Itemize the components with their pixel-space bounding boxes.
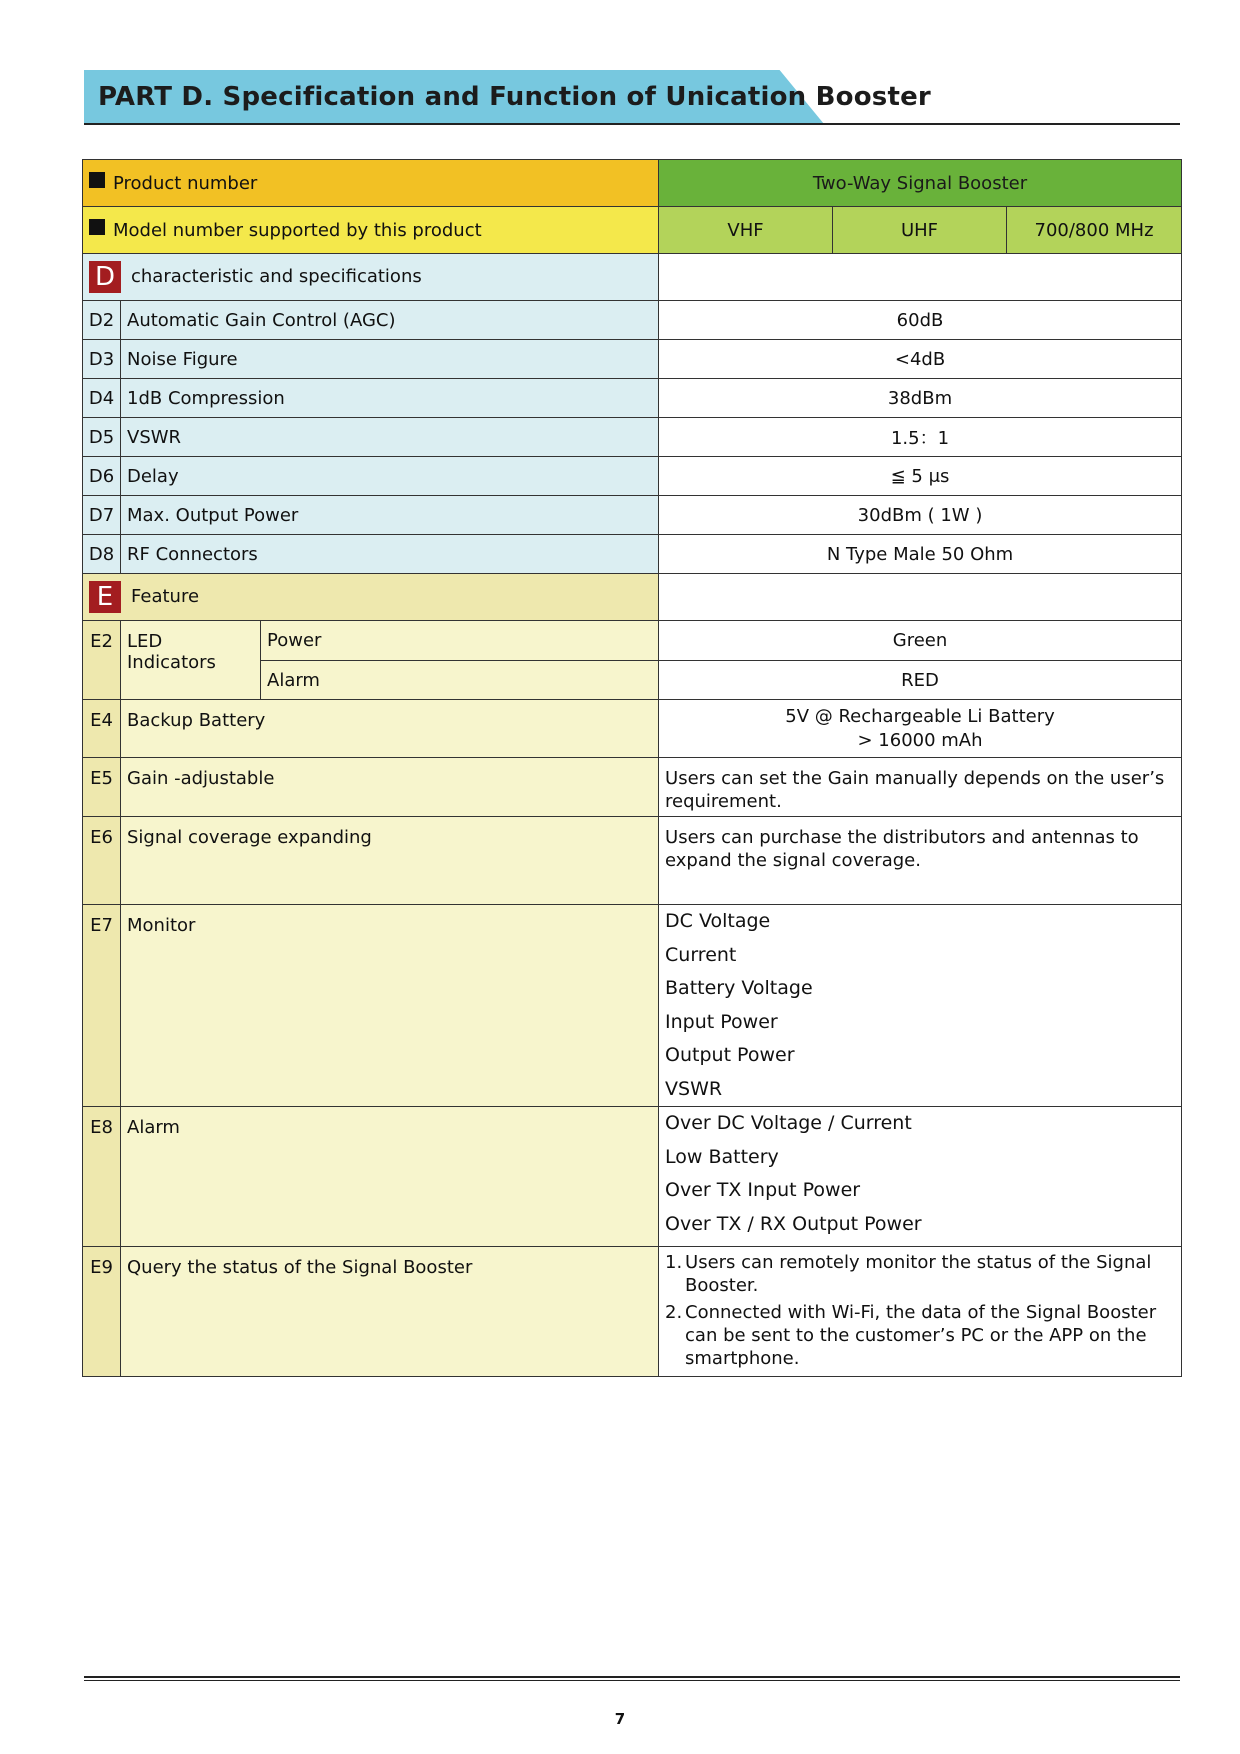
row-label: Automatic Gain Control (AGC) [121, 301, 659, 340]
feature-row-e4 [83, 700, 1182, 758]
row-label: RF Connectors [121, 535, 659, 574]
feature-row-e6 [83, 817, 1182, 905]
row-label: Gain -adjustable [121, 758, 659, 817]
row-label: Alarm [121, 1107, 659, 1247]
square-bullet-icon [89, 172, 105, 188]
row-code: D5 [83, 418, 121, 457]
row-label: LED Indicators [121, 621, 261, 700]
spec-row-d2 [83, 301, 1182, 340]
row-label: Monitor [121, 905, 659, 1107]
row-code: E2 [83, 621, 121, 700]
alarm-list [659, 1107, 1182, 1247]
row-value: 1.5：1 [659, 418, 1182, 457]
row-code: E8 [83, 1107, 121, 1247]
model-vhf: VHF [659, 207, 833, 254]
monitor-list [659, 905, 1182, 1107]
section-d-badge: D [89, 261, 121, 293]
row-label: Max. Output Power [121, 496, 659, 535]
led-alarm-value: RED [659, 661, 1182, 700]
list-item: Battery Voltage [665, 977, 813, 999]
model-number-row [83, 207, 1182, 254]
spec-row-d4 [83, 379, 1182, 418]
row-value: 30dBm ( 1W ) [659, 496, 1182, 535]
led-alarm-label: Alarm [261, 661, 659, 700]
product-number-row [83, 160, 1182, 207]
row-code: E4 [83, 700, 121, 758]
spec-row-d6 [83, 457, 1182, 496]
row-code: E9 [83, 1247, 121, 1377]
row-code: D8 [83, 535, 121, 574]
row-label: Query the status of the Signal Booster [121, 1247, 659, 1377]
list-item: 2. Connected with Wi-Fi, the data of the Signal Booster can be sent to the customer’s PC or the APP on the smartphone. [665, 1302, 1157, 1369]
spec-row-d8 [83, 535, 1182, 574]
list-item: 1. Users can remotely monitor the status of the Signal Booster. [665, 1252, 1152, 1296]
spec-row-d5 [83, 418, 1182, 457]
feature-row-e8 [83, 1107, 1182, 1247]
row-label: VSWR [121, 418, 659, 457]
footer-divider [84, 1676, 1180, 1678]
row-code: D6 [83, 457, 121, 496]
footer-divider [84, 1680, 1180, 1681]
row-label: Noise Figure [121, 340, 659, 379]
row-value: ≦ 5 μs [659, 457, 1182, 496]
page-number: 7 [614, 1710, 626, 1728]
section-e-header [83, 574, 1182, 621]
section-d-title: characteristic and specifications [131, 266, 422, 287]
row-value: N Type Male 50 Ohm [659, 535, 1182, 574]
product-name: Two-Way Signal Booster [659, 160, 1182, 207]
feature-row-e2-power [83, 621, 1182, 661]
feature-row-e7 [83, 905, 1182, 1107]
row-code: E6 [83, 817, 121, 905]
section-e-badge: E [89, 581, 121, 613]
battery-spec-line1: 5V @ Rechargeable Li Battery [785, 705, 1055, 727]
query-list [659, 1247, 1182, 1377]
row-code: E7 [83, 905, 121, 1107]
list-item: Over DC Voltage / Current [665, 1112, 912, 1134]
product-number-label: Product number [113, 173, 258, 194]
row-code: E5 [83, 758, 121, 817]
row-value: 38dBm [659, 379, 1182, 418]
model-700-800: 700/800 MHz [1007, 207, 1182, 254]
feature-row-e9 [83, 1247, 1182, 1377]
row-label: Signal coverage expanding [121, 817, 659, 905]
led-power-value: Green [659, 621, 1182, 661]
row-value: Users can purchase the distributors and antennas to expand the signal coverage. [659, 817, 1182, 905]
row-code: D7 [83, 496, 121, 535]
row-value: <4dB [659, 340, 1182, 379]
header-divider [84, 123, 1180, 125]
section-d-header [83, 254, 1182, 301]
row-label: 1dB Compression [121, 379, 659, 418]
list-item: Low Battery [665, 1145, 779, 1168]
spec-table [82, 159, 1182, 1377]
row-label: Delay [121, 457, 659, 496]
list-item: Input Power [665, 1010, 778, 1033]
battery-spec-line2: > 16000 mAh [857, 729, 983, 751]
led-power-label: Power [261, 621, 659, 661]
row-code: D2 [83, 301, 121, 340]
model-uhf: UHF [833, 207, 1007, 254]
list-item: VSWR [665, 1077, 723, 1100]
feature-row-e5 [83, 758, 1182, 817]
list-item: DC Voltage [665, 910, 771, 932]
row-code: D4 [83, 379, 121, 418]
list-item: Over TX / RX Output Power [665, 1212, 922, 1235]
spec-row-d3 [83, 340, 1182, 379]
row-value: Users can set the Gain manually depends on the user’s requirement. [659, 758, 1182, 817]
square-bullet-icon [89, 219, 105, 235]
spec-row-d7 [83, 496, 1182, 535]
row-value: 60dB [659, 301, 1182, 340]
row-code: D3 [83, 340, 121, 379]
list-item: Output Power [665, 1044, 795, 1066]
page-title: PART D. Specification and Function of Unication Booster [98, 82, 931, 112]
list-item: Over TX Input Power [665, 1179, 861, 1201]
list-item: Current [665, 943, 737, 966]
model-number-label: Model number supported by this product [113, 220, 482, 241]
section-e-title: Feature [131, 586, 200, 607]
row-label: Backup Battery [121, 700, 659, 758]
